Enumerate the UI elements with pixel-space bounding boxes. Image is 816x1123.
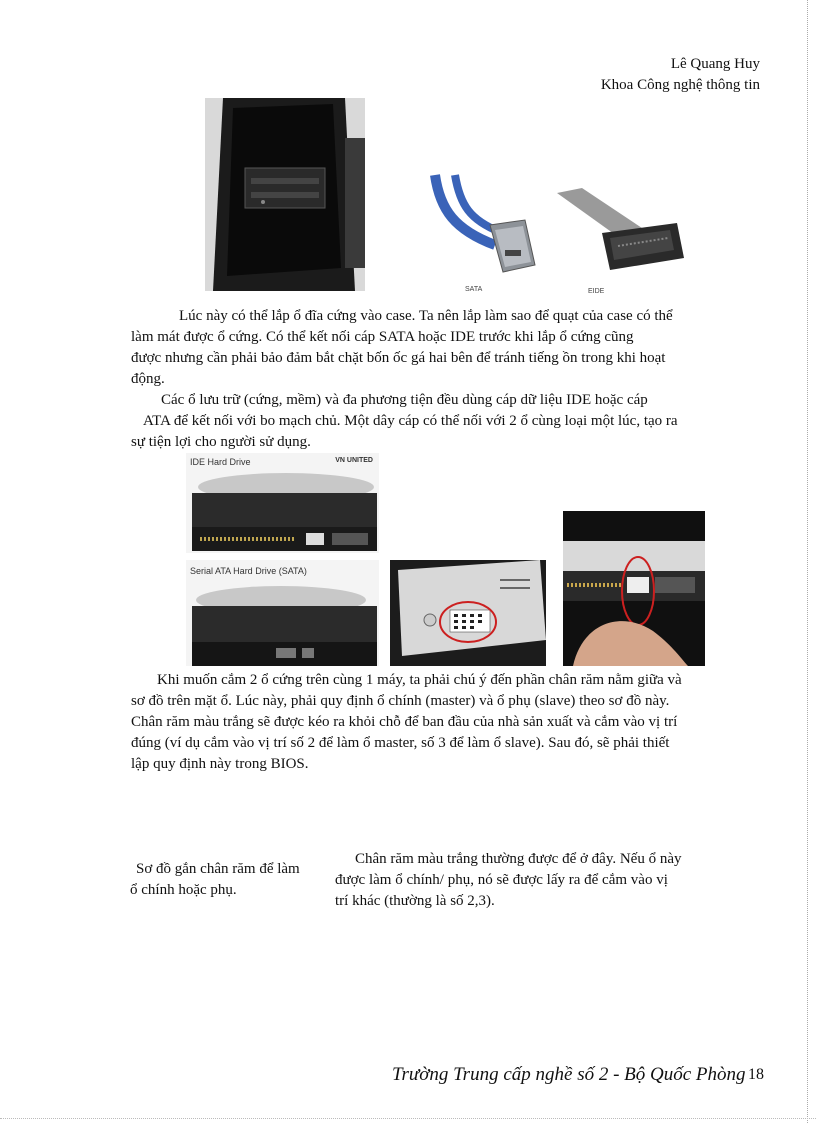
p1-line1: Lúc này có thể lắp ổ đĩa cứng vào case. Ta nên lắp làm sao để quạt của case có thể: [179, 308, 673, 324]
ide-drive-brand: VN UNITED: [335, 457, 373, 464]
p3-line3: Chân răm màu trắng sẽ được kéo ra khỏi chỗ để ban đầu của nhà sản xuất và cắm vào vị trí: [131, 714, 678, 730]
paragraph-1: [131, 306, 762, 390]
sata-cable-photo: [425, 170, 550, 300]
caption-left: [130, 859, 335, 901]
caption-left-line2: ổ chính hoặc phụ.: [130, 882, 237, 898]
page-border-bottom: [0, 1118, 816, 1119]
footer-school: Trường Trung cấp nghề số 2 - Bộ Quốc Phòng: [392, 1064, 746, 1085]
caption-right-line2: được làm ổ chính/ phụ, nó sẽ được lấy ra để cắm vào vị: [335, 872, 668, 888]
p2-line3: sự tiện lợi cho người sử dụng.: [131, 434, 311, 450]
jumper-pins-photo: [563, 511, 705, 666]
p1-line3: được nhưng cần phải bảo đảm bắt chặt bốn ốc gá hai bên để tránh tiếng ồn trong khi hoạt: [131, 350, 666, 366]
page-number: 18: [748, 1066, 764, 1083]
drive-label-closeup-photo: [390, 560, 546, 666]
p3-line5: lập quy định này trong BIOS.: [131, 756, 309, 772]
ide-hard-drive-photo: [186, 453, 379, 553]
sata-hard-drive-photo: [186, 560, 379, 666]
sata-drive-label: Serial ATA Hard Drive (SATA): [190, 566, 307, 576]
caption-right-line1: Chân răm màu trắng thường được để ở đây. Nếu ổ này: [355, 851, 682, 867]
sata-label: SATA: [465, 286, 483, 293]
caption-left-line1: Sơ đồ gắn chân răm để làm: [136, 861, 300, 877]
caption-right: [335, 849, 745, 912]
p3-line4: đúng (ví dụ cắm vào vị trí số 2 để làm ổ master, số 3 để làm ổ slave). Sau đó, sẽ phải thiết: [131, 735, 670, 751]
paragraph-2: [131, 390, 762, 453]
page-border-right: [807, 0, 808, 1123]
ide-cable-photo: [552, 188, 692, 300]
p2-line2: ATA để kết nối với bo mạch chủ. Một dây cáp có thể nối với 2 ổ cùng loại một lúc, tạo ra: [143, 413, 678, 429]
header-department: Khoa Công nghệ thông tin: [600, 77, 760, 93]
p3-line2: sơ đồ trên mặt ổ. Lúc này, phải quy định ổ chính (master) và ổ phụ (slave) theo sơ đồ này.: [131, 693, 670, 709]
p1-line4: động.: [131, 371, 165, 387]
page-header: [601, 54, 760, 96]
p3-line1: Khi muốn cắm 2 ổ cứng trên cùng 1 máy, ta phải chú ý đến phần chân răm nằm giữa và: [157, 672, 682, 688]
ide-label: EIDE: [588, 288, 605, 295]
p2-line1: Các ổ lưu trữ (cứng, mềm) và đa phương tiện đều dùng cáp dữ liệu IDE hoặc cáp: [161, 392, 648, 408]
caption-right-line3: trí khác (thường là số 2,3).: [335, 893, 495, 909]
p1-line2: làm mát được ổ cứng. Có thể kết nối cáp SATA hoặc IDE trước khi lắp ổ cứng cũng: [131, 329, 634, 345]
header-author: Lê Quang Huy: [670, 56, 760, 72]
paragraph-3: [131, 670, 762, 775]
computer-case-photo: [205, 98, 365, 291]
ide-drive-label: IDE Hard Drive: [190, 457, 251, 467]
